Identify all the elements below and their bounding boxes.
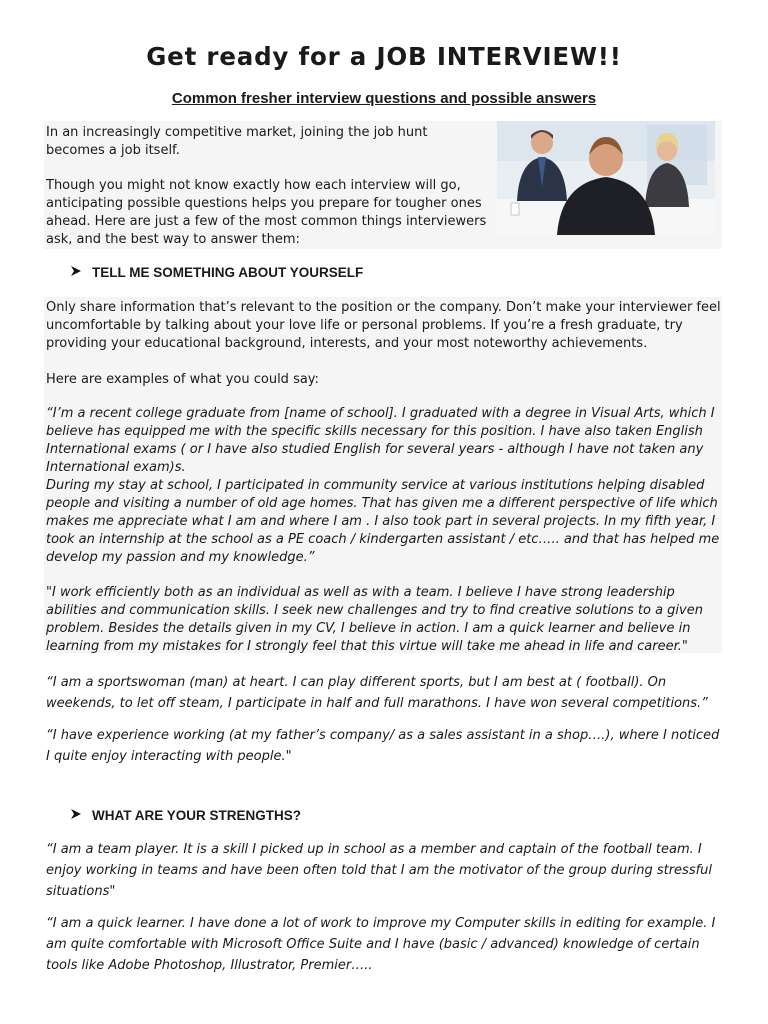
page-subtitle: Common fresher interview questions and possible answers	[171, 90, 597, 107]
strength-answer-1: “I am a team player. It is a skill I picked up in school as a member and captain of the football team. I enjoy working in teams and have been often told that I am the motivator of the group during stressful situations"	[46, 842, 713, 899]
intro-paragraph-1: In an increasingly competitive market, joining the job hunt becomes a job itself.	[46, 125, 428, 158]
section1-paragraph-1a: Only share information that’s relevant to the position or the company. Don’t make your interviewer feel uncomfortable by talking about your love life or personal problems. If you’re	[46, 300, 721, 333]
section1-heading	[70, 265, 363, 280]
example-answer-1b: During my stay at school, I participated in community service at various institutions helping disabled people and visiting a number of old age homes. That has given me a different perspective of life which makes me appreciate what I am and where I am . I also took part in several projects. In my fifth year, I took an internship at the school as a PE coach / kindergarten assistant / etc….. and that has helped me develop my passion and my knowledge.”	[46, 478, 720, 565]
section1-paragraph-1b: a fresh graduate	[548, 318, 657, 333]
strength-answer-2: “I am a quick learner. I have done a lot of work to improve my Computer skills in editing for example. I am quite comfortable with Microsoft Office Suite and I have (basic / advanced) knowledge of certain tools like Adobe Photoshop, Illustrator, Premier…..	[46, 916, 716, 973]
page-title: Get ready for a JOB INTERVIEW!!	[146, 42, 622, 71]
example-answer-3: “I am a sportswoman (man) at heart. I can play different sports, but I am best at ( football). On weekends, to let off steam, I participate in half and full marathons. I have won several competitions.”	[46, 675, 708, 711]
example-answer-2: "I work efficiently both as an individual as well as with a team. I believe I have strong leadership abilities and communication skills. I seek new challenges and try to find creative solutions to a given problem. Besides the details given in my CV, I believe in action. I am a quick learner and believe in learning from my mistakes for I strongly feel that this virtue will take me ahead in life and career."	[46, 585, 703, 654]
section1-paragraph-1c: , try providing your educational background, interests, and your most noteworthy achievements.	[46, 318, 683, 351]
interview-photo	[497, 121, 715, 235]
intro-paragraph-2: Though you might not know exactly how each interview will go, anticipating possible questions helps you prepare for tougher ones ahead. Here are just a few of the most common things interviewers ask, and the best way to answer them:	[46, 178, 487, 247]
arrow-bullet-icon	[70, 808, 92, 823]
arrow-bullet-icon	[70, 265, 92, 280]
section2-heading	[70, 808, 301, 823]
example-answer-1: “I’m a recent college graduate from [name of school]. I graduated with a degree in Visual Arts, which I believe has equipped me with the specific skills necessary for this position. I have also taken English International exams ( or I have also studied English for several years - although I have not taken any International exam)s.	[46, 406, 715, 475]
section2-body	[46, 839, 722, 976]
section2-heading-text: WHAT ARE YOUR STRENGTHS?	[92, 808, 301, 823]
example-answer-4: “I have experience working (at my father’s company/ as a sales assistant in a shop….), where I noticed I quite enjoy interacting with people."	[46, 728, 720, 764]
section1-paragraph-1	[46, 299, 722, 353]
section1-heading-text: TELL ME SOMETHING ABOUT YOURSELF	[92, 265, 364, 280]
section1-paragraph-2: Here are examples of what you could say:	[46, 372, 319, 387]
intro-text	[46, 124, 488, 266]
section1-body	[46, 299, 722, 767]
